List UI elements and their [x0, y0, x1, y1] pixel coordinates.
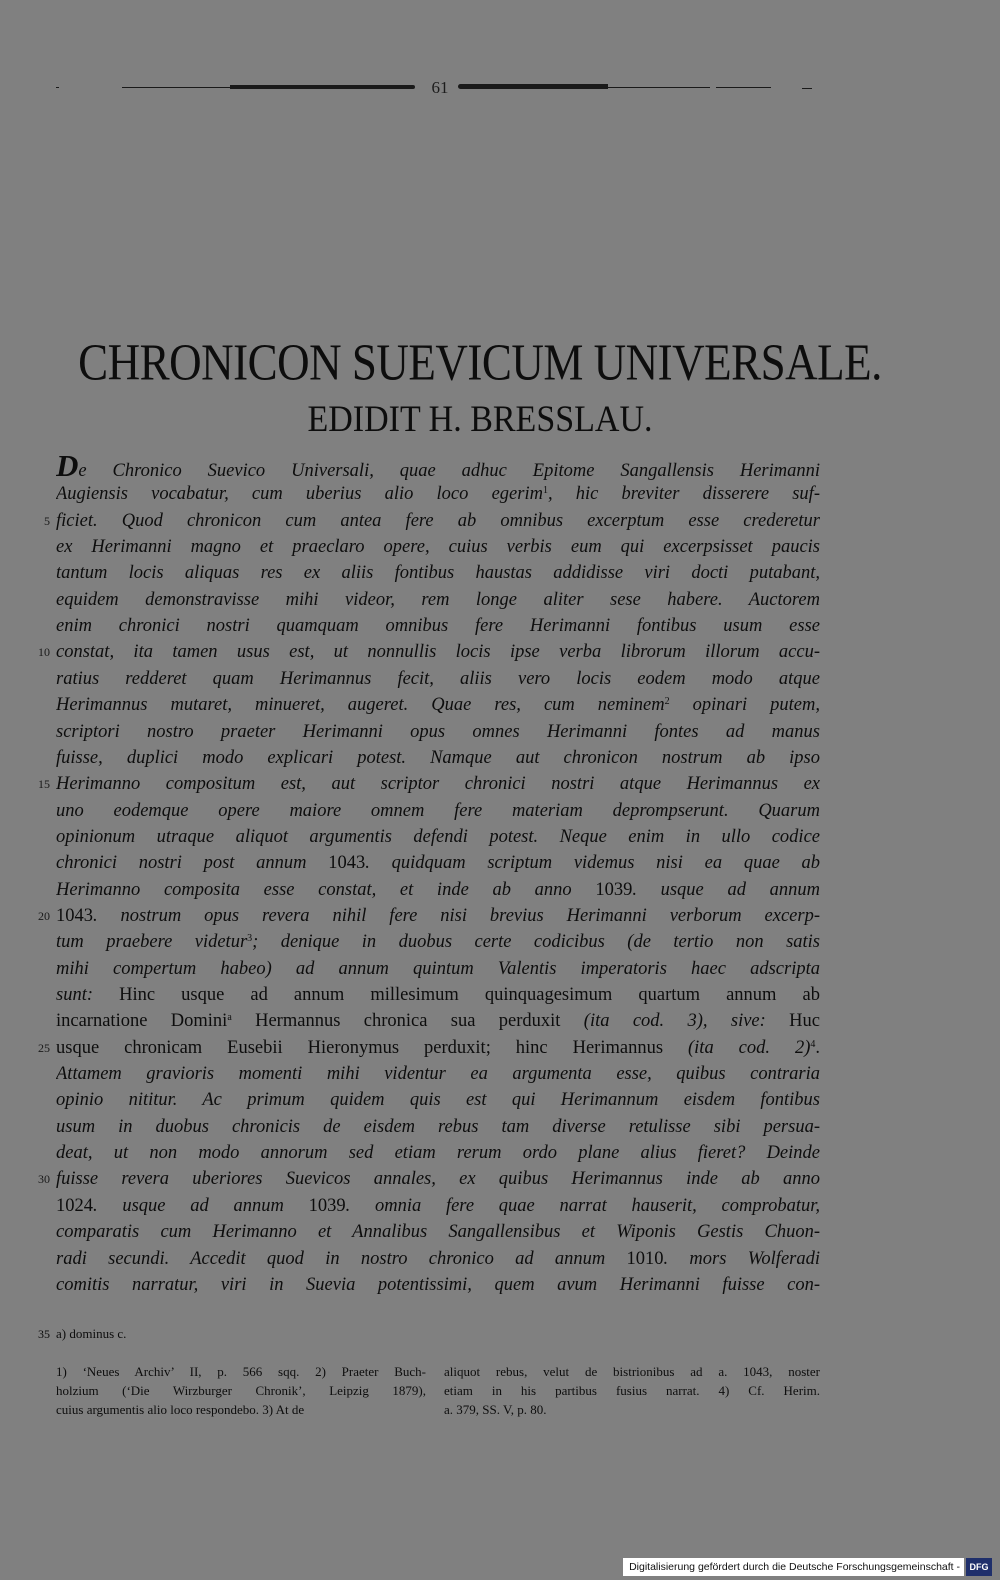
decorative-rule: [56, 87, 59, 88]
text-line: [56, 850, 820, 876]
footnote-line: 1) ‘Neues Archiv’ II, p. 566 sqq. 2) Praeter Buch-: [56, 1364, 426, 1379]
italic-text: e Chronico Suevico Universali, quae adhuc Epitome Sangallensis Herimanni: [78, 461, 820, 481]
text-line: [56, 771, 820, 797]
footnote-marker: a: [227, 1012, 232, 1023]
italic-text: Augiensis vocabatur, cum uberius alio loco egerim: [56, 484, 543, 504]
text-line: [56, 824, 820, 850]
upright-text: 1024: [56, 1196, 93, 1216]
text-line: [56, 903, 820, 929]
italic-text: . usque ad annum: [93, 1196, 309, 1216]
italic-text: constat, ita tamen usus est, ut nonnullis locis ipse verba librorum illorum accu-: [56, 642, 820, 662]
italic-text: (ita cod. 2): [688, 1038, 811, 1058]
italic-text: ficiet. Quod chronicon cum antea fere ab omnibus excerptum esse crederetur: [56, 511, 820, 531]
footnote-line: cuius argumentis alio loco respondebo. 3) At de: [56, 1402, 305, 1417]
text-line: [56, 692, 820, 718]
footnotes-left-column: [56, 1362, 426, 1419]
italic-text: . nostrum opus revera nihil fere nisi brevius Herimanni verborum excerp-: [93, 906, 820, 926]
italic-text: Herimanno compositum est, aut scriptor chronici nostri atque Herimannus ex: [56, 774, 820, 794]
footnote-line: holzium (‘Die Wirzburger Chronik’, Leipzig 1879),: [56, 1383, 426, 1398]
italic-text: enim chronici nostri quamquam omnibus fere Herimanni fontibus usum esse: [56, 616, 820, 636]
text-line: [56, 1193, 820, 1219]
text-line: [56, 666, 820, 692]
footnote-marker: 4: [810, 1039, 816, 1050]
italic-text: Attamem gravioris momenti mihi videntur ea argumenta esse, quibus contraria: [56, 1064, 820, 1084]
text-line: [56, 455, 820, 481]
document-title: CHRONICON SUEVICUM UNIVERSALE.: [78, 333, 882, 391]
line-number: 25: [38, 1041, 50, 1055]
text-line: [56, 508, 820, 534]
text-line: [56, 1061, 820, 1087]
italic-text: deat, ut non modo annorum sed etiam rerum ordo plane alius fieret? Deinde: [56, 1143, 820, 1163]
upright-text: incarnatione Domini: [56, 1011, 228, 1031]
text-line: [56, 982, 820, 1008]
critical-note-line-number: 35: [38, 1327, 50, 1341]
italic-text: usum in duobus chronicis de eisdem rebus tam diverse retulisse sibi persua-: [56, 1117, 820, 1137]
initial-capital: D: [56, 455, 79, 481]
line-number: 5: [44, 514, 50, 528]
footnote-line: etiam in his partibus fusius narrat. 4) Cf. Herim.: [444, 1383, 820, 1398]
decorative-rule: [122, 87, 242, 88]
document-subtitle: EDIDIT H. BRESSLAU.: [307, 399, 653, 440]
italic-text: tum praebere videtur: [56, 932, 248, 952]
italic-text: fuisse revera uberiores Suevicos annales, ex quibus Herimannus inde ab anno: [56, 1169, 820, 1189]
italic-text: comparatis cum Herimanno et Annalibus Sangallensibus et Wiponis Gestis Chuon-: [56, 1222, 820, 1242]
italic-text: ex Herimanni magno et praeclaro opere, cuius verbis eum qui excerpsisset paucis: [56, 537, 820, 557]
footnote-marker: 2: [664, 696, 670, 707]
italic-text: opinionum utraque aliquot argumentis defendi potest. Neque enim in ullo codice: [56, 827, 820, 847]
running-head: [0, 76, 1000, 100]
text-line: [56, 798, 820, 824]
italic-text: ratius redderet quam Herimannus fecit, aliis vero locis eodem modo atque: [56, 669, 820, 689]
text-line: [56, 1087, 820, 1113]
decorative-rule: [600, 87, 710, 88]
italic-text: ; denique in duobus certe codicibus (de tertio non satis: [252, 932, 820, 952]
text-line: [56, 877, 820, 903]
text-line: [56, 1035, 820, 1061]
upright-text: 1043: [56, 906, 93, 926]
footnote-marker: 3: [247, 933, 253, 944]
upright-text: Hinc usque ad annum millesimum quinquagesimum quartum annum ab: [119, 985, 820, 1005]
italic-text: equidem demonstravisse mihi videor, rem longe aliter sese habere. Auctorem: [56, 590, 820, 610]
text-line: [56, 929, 820, 955]
italic-text: (ita cod. 3), sive:: [583, 1011, 790, 1031]
italic-text: opinio nititur. Ac primum quidem quis est qui Herimannum eisdem fontibus: [56, 1090, 820, 1110]
upright-text: Hermannus chronica sua perduxit: [231, 1011, 584, 1031]
text-line: [56, 1246, 820, 1272]
italic-text: sunt:: [56, 985, 120, 1005]
italic-text: Herimannus mutaret, minueret, augeret. Quae res, cum neminem: [56, 695, 665, 715]
footnote-line: aliquot rebus, velut de bistrionibus ad a. 1043, noster: [444, 1364, 820, 1379]
dfg-logo: DFG: [966, 1558, 992, 1576]
upright-text: 1010: [626, 1249, 664, 1269]
text-line: [56, 1008, 820, 1034]
footnote-marker: 1: [542, 485, 548, 496]
text-line: [56, 956, 820, 982]
text-line: [56, 1140, 820, 1166]
decorative-rule: [716, 87, 771, 88]
footnotes-right-column: [444, 1362, 820, 1419]
decorative-rule: [230, 85, 415, 89]
italic-text: fuisse, duplici modo explicari potest. Namque aut chronicon nostrum ab ipso: [56, 748, 820, 768]
text-line: [56, 481, 820, 507]
text-line: [56, 1114, 820, 1140]
italic-text: Herimanno composita esse constat, et inde ab anno: [56, 880, 596, 900]
text-line: [56, 1166, 820, 1192]
upright-text: 1039: [308, 1196, 346, 1216]
digitization-credit: Digitalisierung gefördert durch die Deutsche Forschungsgemeinschaft -: [623, 1558, 964, 1576]
text-line: [56, 639, 820, 665]
upright-text: 1043: [328, 853, 366, 873]
italic-text: mihi compertum habeo) ad annum quintum Valentis imperatoris haec adscripta: [56, 959, 820, 979]
italic-text: opinari putem,: [669, 695, 820, 715]
upright-text: 1039: [595, 880, 633, 900]
text-line: [56, 613, 820, 639]
italic-text: . mors Wolferadi: [663, 1249, 820, 1269]
italic-text: , hic breviter disserere suf-: [547, 484, 820, 504]
text-line: [56, 719, 820, 745]
upright-text: usque chronicam Eusebii Hieronymus perduxit; hinc Herimannus: [56, 1038, 688, 1058]
decorative-rule: [802, 88, 812, 89]
page-number: 61: [431, 78, 449, 97]
upright-text: .: [815, 1038, 820, 1058]
italic-text: scriptori nostro praeter Herimanni opus omnes Herimanni fontes ad manus: [56, 722, 820, 742]
italic-text: . quidquam scriptum videmus nisi ea quae ab: [365, 853, 820, 873]
decorative-rule: [458, 84, 608, 89]
footnote-line: a. 379, SS. V, p. 80.: [444, 1402, 547, 1417]
line-number: 30: [38, 1172, 50, 1186]
italic-text: uno eodemque opere maiore omnem fere materiam deprompserunt. Quarum: [56, 801, 820, 821]
text-line: [56, 1272, 820, 1298]
line-number: 20: [38, 909, 50, 923]
italic-text: chronici nostri post annum: [56, 853, 329, 873]
text-line: [56, 1219, 820, 1245]
line-number: 15: [38, 777, 50, 791]
italic-text: tantum locis aliquas res ex aliis fontibus haustas addidisse viri docti putabant,: [56, 563, 820, 583]
italic-text: comitis narratur, viri in Suevia potentissimi, quem avum Herimanni fuisse con-: [56, 1275, 820, 1295]
italic-text: . omnia fere quae narrat hauserit, comprobatur,: [345, 1196, 820, 1216]
text-line: [56, 534, 820, 560]
text-line: [56, 587, 820, 613]
text-line: [56, 745, 820, 771]
text-line: [56, 560, 820, 586]
line-number: 10: [38, 645, 50, 659]
italic-text: radi secundi. Accedit quod in nostro chronico ad annum: [56, 1249, 627, 1269]
italic-text: . usque ad annum: [632, 880, 820, 900]
critical-note: a) dominus c.: [56, 1326, 127, 1341]
upright-text: Huc: [789, 1011, 820, 1031]
